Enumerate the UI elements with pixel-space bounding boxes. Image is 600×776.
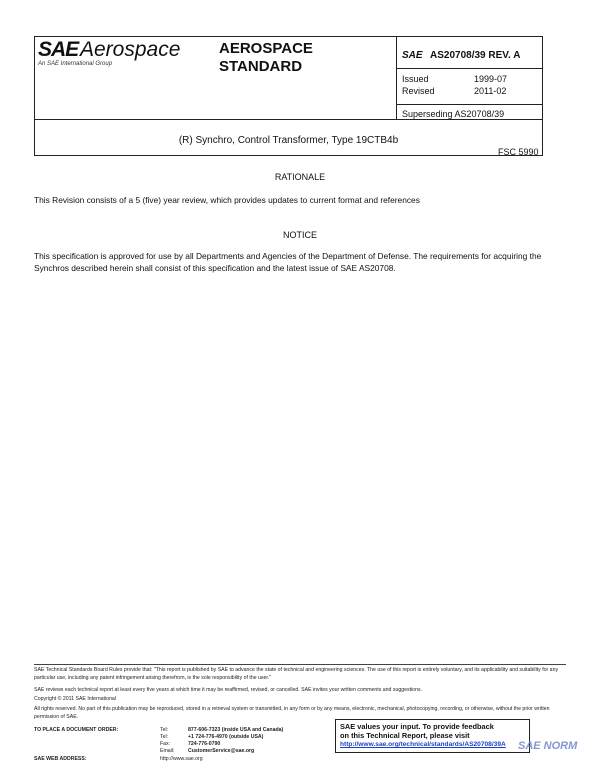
feedback-link[interactable]: http://www.sae.org/technical/standards/AS20708/39A (340, 741, 506, 748)
web-label: SAE WEB ADDRESS: (34, 756, 87, 762)
watermark: SAE NORM (518, 740, 578, 752)
revised-label: Revised (402, 86, 435, 96)
header-divider (396, 104, 543, 105)
superseding-note: Superseding AS20708/39 (402, 109, 505, 119)
footer-divider (34, 664, 566, 665)
board-rules-text: SAE Technical Standards Board Rules provide that: "This report is published by SAE to advance the state of technical and engineering sciences. The use of this report is entirely voluntary, and its applicability and suitability for any particular use, including any patent infringement arising therefrom, is the sole responsibility of the user." (34, 667, 559, 681)
review-text: SAE reviews each technical report at least every five years at which time it may be reaffirmed, revised, or cancelled. SAE invites your written comments and suggestions. (34, 687, 422, 693)
notice-heading: NOTICE (282, 230, 317, 240)
notice-text: This specification is approved for use by all Departments and Agencies of the Department of Defense. The requirements for acquiring the Synchros described herein shall consist of this specification and the latest issue of SAE AS20708. (34, 251, 542, 273)
document-number: AS20708/39 REV. A (430, 50, 521, 61)
rationale-heading: RATIONALE (274, 172, 326, 182)
feedback-box (335, 719, 530, 753)
tel-label: Tel: (160, 734, 169, 740)
order-label: TO PLACE A DOCUMENT ORDER: (34, 727, 119, 733)
tel-label: Tel: (160, 727, 169, 733)
phone-number: 877-606-7323 (inside USA and Canada) (188, 727, 284, 733)
document-title: (R) Synchro, Control Transformer, Type 19CTB4b (178, 135, 399, 146)
fsc-code: FSC 5990 (498, 147, 539, 157)
feedback-line: on this Technical Report, please visit (340, 731, 470, 740)
standard-title-line1: AEROSPACE (219, 40, 313, 57)
issued-date: 1999-07 (474, 74, 508, 84)
issued-label: Issued (402, 74, 429, 84)
standard-title-line2: STANDARD (219, 58, 303, 75)
web-address[interactable]: http://www.sae.org (160, 756, 203, 762)
header-divider (396, 68, 543, 69)
email-label: Email: (160, 748, 175, 754)
copyright-text: Copyright © 2011 SAE International (34, 696, 116, 702)
aerospace-logo-text: Aerospace (80, 38, 181, 61)
fax-label: Fax: (160, 741, 171, 747)
email-address[interactable]: CustomerService@sae.org (188, 748, 255, 754)
phone-number: +1 724-776-4970 (outside USA) (188, 734, 264, 740)
docnum-prefix: SAE (402, 50, 423, 61)
fax-number: 724-776-0790 (188, 741, 221, 747)
header-divider (396, 36, 397, 120)
standard-title (219, 40, 369, 76)
rights-text: All rights reserved. No part of this publication may be reproduced, stored in a retrieval system or transmitted, in any form or by any means, electronic, mechanical, photocopying, recording, or otherwise, without the prior written permission of SAE. (34, 706, 550, 720)
feedback-line: SAE values your input. To provide feedback (340, 722, 494, 731)
sae-logo: SAE (38, 38, 79, 61)
logo-subtitle: An SAE International Group (38, 61, 113, 67)
revised-date: 2011-02 (474, 86, 507, 96)
rationale-text: This Revision consists of a 5 (five) year review, which provides updates to current format and references (34, 195, 420, 205)
